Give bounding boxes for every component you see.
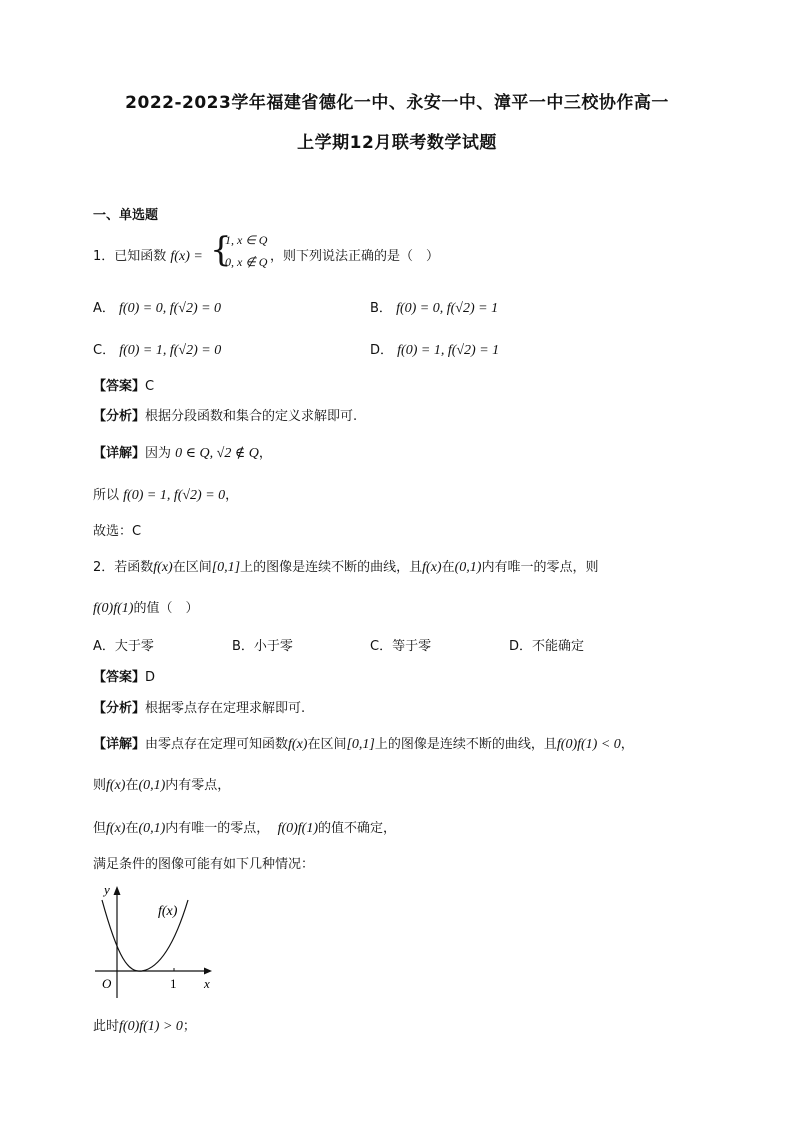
q1-case-1: 1, x ∈ Q — [225, 233, 268, 247]
detail-text: 在区间 — [307, 737, 347, 752]
option-label: B． — [232, 639, 254, 654]
analysis-tag: 【分析】 — [93, 701, 146, 716]
option-label: A． — [93, 639, 115, 654]
detail-tag: 【详解】 — [93, 446, 146, 461]
q2-detail-line-5 — [93, 1015, 196, 1035]
q2-detail-line-1 — [93, 733, 634, 753]
detail-math: f(0)f(1) < 0 — [556, 737, 621, 752]
x-axis-label: x — [204, 976, 210, 991]
section-heading: 一、单选题 — [93, 208, 159, 223]
q1-brace: { — [210, 230, 232, 270]
y-axis-arrow — [114, 886, 121, 895]
option-text: 不能确定 — [532, 639, 585, 654]
option-label: D． — [370, 343, 394, 358]
detail-math: f(x) — [106, 821, 126, 836]
stem-text: 在区间 — [172, 560, 212, 575]
tick-1-label: 1 — [170, 976, 177, 991]
option-label: B． — [370, 301, 392, 316]
option-label: A． — [93, 301, 115, 316]
detail-text: ， — [258, 446, 272, 461]
option-label: D． — [509, 639, 533, 654]
option-label: C． — [93, 343, 116, 358]
q2-option-d — [509, 635, 584, 654]
answer-value: D — [145, 670, 156, 685]
x-axis-arrow — [204, 968, 212, 975]
detail-text: 但 — [93, 821, 107, 836]
stem-math: [0,1] — [211, 560, 241, 575]
q2-analysis — [93, 697, 305, 716]
q1-analysis — [93, 405, 357, 424]
title-line-1: 2022-2023学年福建省德化一中、永安一中、漳平一中三校协作高一 — [125, 93, 669, 113]
q2-detail-line-4: 满足条件的图像可能有如下几种情况： — [93, 857, 315, 872]
detail-math: f(0)f(1) — [277, 821, 319, 836]
q1-detail-line-2 — [93, 484, 238, 504]
q2-answer — [93, 666, 155, 685]
stem-math: (0,1) — [454, 560, 482, 575]
detail-math: (0,1) — [138, 821, 166, 836]
detail-math: f(x) — [288, 737, 308, 752]
detail-math: f(0)f(1) > 0 — [119, 1019, 183, 1034]
detail-math: [0,1] — [346, 737, 375, 752]
detail-text: 上的图像是连续不断的曲线，且 — [374, 737, 557, 752]
detail-text: 所以 — [93, 488, 120, 503]
analysis-tag: 【分析】 — [93, 409, 146, 424]
q2-detail-line-2 — [93, 774, 230, 794]
q2-stem-line-2 — [93, 597, 198, 617]
option-expr: f(0) = 1, f(√2) = 1 — [397, 343, 500, 358]
stem-math: f(x) — [422, 560, 442, 575]
q2-option-a — [93, 635, 154, 654]
detail-math: 0 ∈ Q, √2 ∉ Q — [175, 446, 259, 461]
option-expr: f(0) = 0, f(√2) = 0 — [119, 301, 222, 316]
detail-tag: 【详解】 — [93, 737, 146, 752]
function-graph — [90, 878, 230, 1008]
option-text: 等于零 — [392, 639, 432, 654]
stem-text: 在 — [441, 560, 455, 575]
detail-text: 在 — [125, 821, 139, 836]
q2-detail-line-3 — [93, 817, 396, 837]
q1-detail-line-3: 故选：C — [93, 524, 142, 539]
detail-text: 在 — [125, 778, 139, 793]
detail-text: 因为 — [145, 446, 172, 461]
detail-text: 的值不确定， — [318, 821, 397, 836]
q1-option-c — [93, 339, 221, 359]
detail-math: f(x) — [106, 778, 126, 793]
q1-answer — [93, 375, 154, 394]
q1-detail — [93, 442, 272, 462]
option-label: C． — [370, 639, 393, 654]
option-expr: f(0) = 1, f(√2) = 0 — [119, 343, 222, 358]
q1-fx: f(x) = — [170, 249, 203, 264]
answer-value: C — [145, 379, 155, 394]
q1-stem — [93, 245, 203, 265]
detail-text: 内有零点， — [165, 778, 231, 793]
option-text: 大于零 — [114, 639, 154, 654]
detail-text: 此时 — [93, 1019, 120, 1034]
q2-stem — [93, 556, 598, 576]
stem-text: 上的图像是连续不断的曲线，且 — [240, 560, 423, 575]
title-line-2: 上学期12月联考数学试题 — [297, 133, 497, 153]
y-axis-label: y — [104, 882, 110, 897]
analysis-text: 根据分段函数和集合的定义求解即可. — [145, 409, 358, 424]
detail-text: ； — [182, 1019, 196, 1034]
detail-math: f(0) = 1, f(√2) = 0 — [123, 488, 226, 503]
q2-option-b — [232, 635, 293, 654]
detail-text: 则 — [93, 778, 107, 793]
detail-text: ， — [225, 488, 239, 503]
q1-case-2: 0, x ∉ Q — [225, 255, 268, 269]
detail-text: 由零点存在定理可知函数 — [145, 737, 289, 752]
answer-tag: 【答案】 — [93, 379, 146, 394]
stem-text: 2．若函数 — [93, 560, 154, 575]
stem-math: f(x) — [153, 560, 173, 575]
origin-label: O — [102, 976, 112, 991]
stem-text: 内有唯一的零点，则 — [481, 560, 599, 575]
option-expr: f(0) = 0, f(√2) = 1 — [396, 301, 499, 316]
analysis-text: 根据零点存在定理求解即可. — [145, 701, 306, 716]
q1-option-d — [370, 339, 499, 359]
detail-text: 内有唯一的零点， — [165, 821, 270, 836]
q2-option-c — [370, 635, 431, 654]
stem-text: 的值（ ） — [133, 601, 199, 616]
q1-stem-suffix: ，则下列说法正确的是（ ） — [270, 249, 440, 264]
q1-option-a — [93, 297, 221, 317]
q1-option-b — [370, 297, 498, 317]
q1-stem-prefix: 1．已知函数 — [93, 249, 167, 264]
curve-label: f(x) — [158, 904, 178, 919]
stem-math: f(0)f(1) — [93, 601, 134, 616]
detail-math: (0,1) — [138, 778, 166, 793]
option-text: 小于零 — [253, 639, 293, 654]
detail-text: ， — [620, 737, 634, 752]
answer-tag: 【答案】 — [93, 670, 146, 685]
